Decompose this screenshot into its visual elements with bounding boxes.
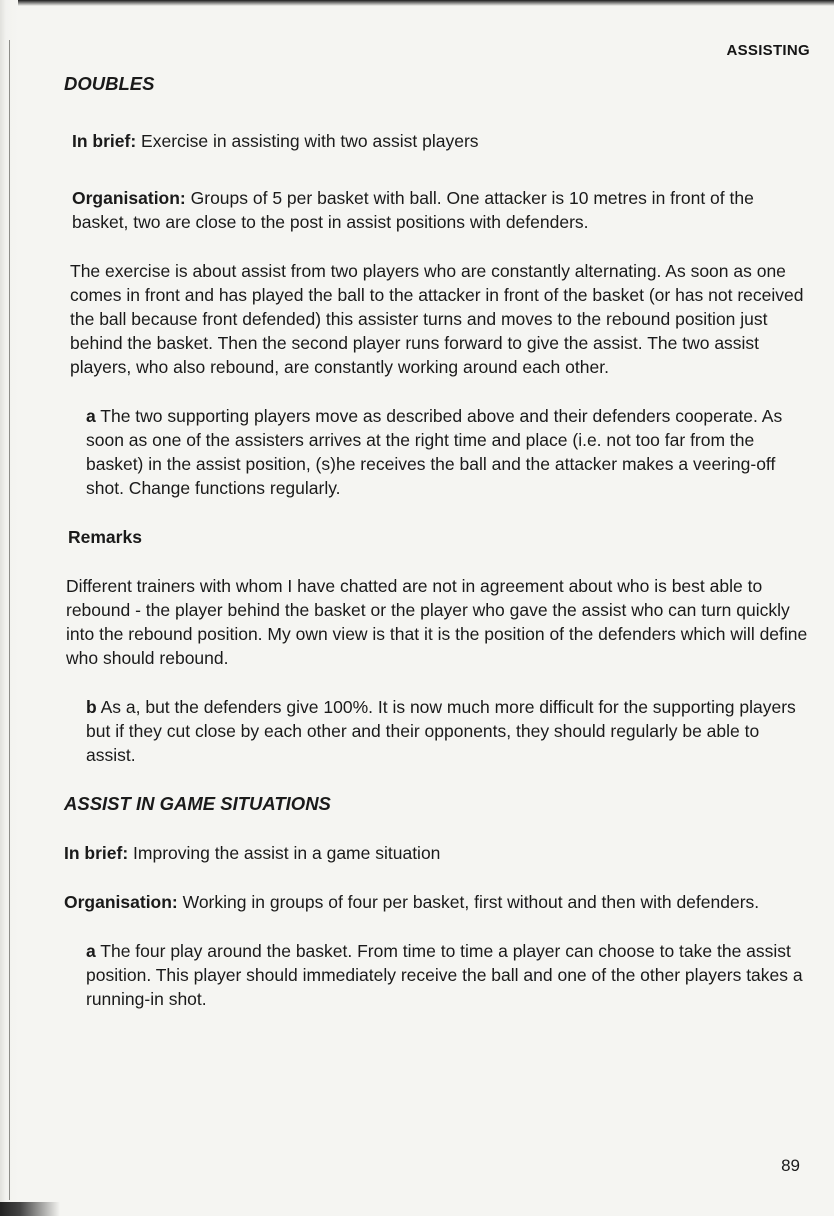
binding-line: [9, 40, 10, 1200]
organisation-label: Organisation:: [72, 188, 186, 208]
organisation-text: Groups of 5 per basket with ball. One attacker is 10 metres in front of the basket, two are close to the post in assist positions with defenders.: [72, 188, 754, 232]
page-bottom-shadow: [0, 1202, 60, 1216]
doubles-body: The exercise is about assist from two players who are constantly alternating. As soon as one comes in front and has played the ball to the attacker in front of the basket (or has not received the ball because front defended) this assister turns and moves to the rebound position just behind the basket. Then the second player runs forward to give the assist. The two assist players, who also rebound, are constantly working around each other.: [70, 261, 804, 377]
exercise-a-text: The two supporting players move as described above and their defenders cooperate. As soon as one of the assisters arrives at the right time and place (i.e. not too far from the basket) in the assist position, (s)he receives the ball and the attacker makes a veering-off shot. Change functions regularly.: [86, 406, 783, 498]
exercise-b-text: As a, but the defenders give 100%. It is now much more difficult for the supporting players but if they cut close by each other and their opponents, they should regularly be able to assist.: [86, 697, 796, 765]
in-brief-game: [64, 841, 812, 865]
organisation-text: Working in groups of four per basket, first without and then with defenders.: [177, 892, 760, 912]
exercise-a-label: a: [86, 406, 96, 426]
exercise-b-label: b: [86, 697, 97, 717]
running-head: ASSISTING: [726, 42, 810, 59]
organisation-game: [64, 890, 812, 914]
page-top-shadow: [0, 0, 834, 6]
in-brief-text: Exercise in assisting with two assist players: [136, 131, 479, 151]
section-title-game-situations: ASSIST IN GAME SITUATIONS: [64, 793, 331, 814]
exercise-a-text: The four play around the basket. From time to time a player can choose to take the assist position. This player should immediately receive the ball and one of the other players takes a running-in shot.: [86, 941, 803, 1009]
in-brief-label: In brief:: [72, 131, 137, 151]
organisation-doubles: [64, 186, 812, 234]
in-brief-doubles: [64, 129, 812, 153]
exercise-a-game: [64, 939, 812, 1011]
exercise-a-label: a: [86, 941, 96, 961]
in-brief-text: Improving the assist in a game situation: [128, 843, 441, 863]
exercise-b-doubles: [64, 695, 812, 767]
page-content: [64, 68, 812, 1011]
in-brief-label: In brief:: [64, 843, 129, 863]
remarks-heading: Remarks: [68, 527, 142, 547]
page-number: 89: [781, 1156, 800, 1175]
exercise-a-doubles: [64, 404, 812, 500]
remarks-text: Different trainers with whom I have chatted are not in agreement about who is best able to rebound - the player behind the basket or the player who gave the assist who can turn quickly into the rebound position. My own view is that it is the position of the defenders which will define who should rebound.: [66, 576, 808, 668]
organisation-label: Organisation:: [64, 892, 178, 912]
section-title-doubles: DOUBLES: [64, 73, 155, 94]
